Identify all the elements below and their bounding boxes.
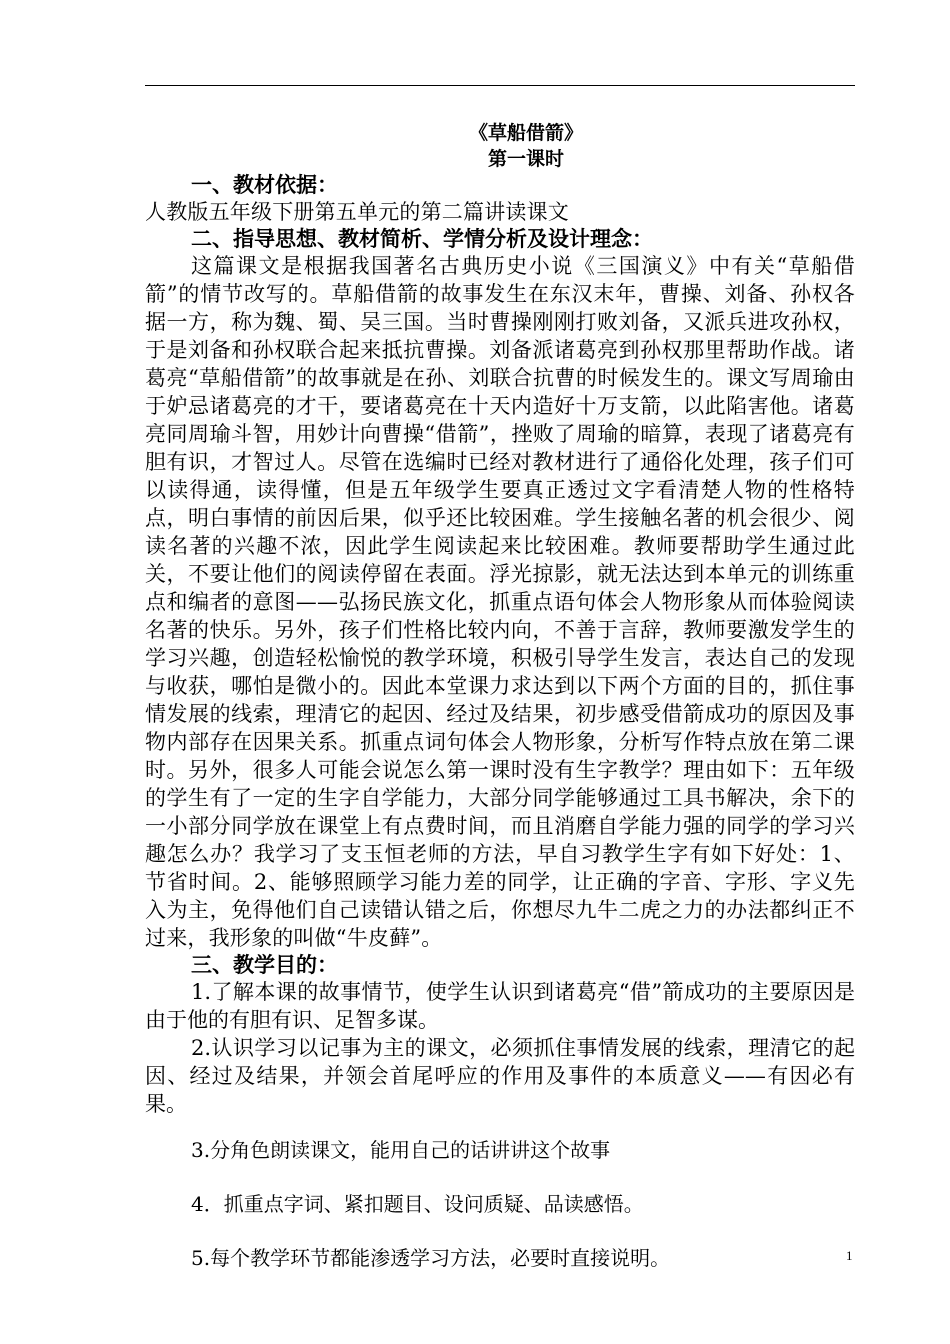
document-subtitle: 第一课时 [487,148,564,170]
goal-item-4: 4．抓重点字词、紧扣题目、设问质疑、品读感悟。 [191,1192,644,1216]
header-rule [145,85,855,86]
goal-item-3: 3.分角色朗读课文，能用自己的话讲讲这个故事 [191,1138,611,1162]
section-1-heading: 一、教材依据： [191,172,338,197]
page-number: 1 [846,1248,853,1263]
goal-item-2: 2.认识学习以记事为主的课文，必须抓住事情发展的线索，理清它的起因、经过及结果，并领会首尾呼应的作用及事件的本质意义——有因必有果。 [145,1036,855,1116]
section-2-heading: 二、指导思想、教材简析、学情分析及设计理念： [191,226,653,251]
goal-item-1: 1.了解本课的故事情节，使学生认识到诸葛亮“借”箭成功的主要原因是由于他的有胆有识、足智多谋。 [145,980,855,1032]
goal-item-5: 5.每个教学环节都能渗透学习方法，必要时直接说明。 [191,1246,671,1270]
document-body [145,120,855,1272]
section-2-text: 这篇课文是根据我国著名古典历史小说《三国演义》中有关“草船借箭”的情节改写的。草船借箭的故事发生在东汉末年，曹操、刘备、孙权各据一方，称为魏、蜀、吴三国。当时曹操刚刚打败刘备，又派兵进攻孙权，于是刘备和孙权联合起来抵抗曹操。刘备派诸葛亮到孙权那里帮助作战。诸葛亮“草船借箭”的故事就是在孙、刘联合抗曹的时候发生的。课文写周瑜由于妒忌诸葛亮的才干，要诸葛亮在十天内造好十万支箭，以此陷害他。诸葛亮同周瑜斗智，用妙计向曹操“借箭”，挫败了周瑜的暗算，表现了诸葛亮有胆有识，才智过人。尽管在选编时已经对教材进行了通俗化处理，孩子们可以读得通，读得懂，但是五年级学生要真正透过文字看清楚人物的性格特点，明白事情的前因后果，似乎还比较困难。学生接触名著的机会很少、阅读名著的兴趣不浓，因此学生阅读起来比较困难。教师要帮助学生通过此关，不要让他们的阅读停留在表面。浮光掠影，就无法达到本单元的训练重点和编者的意图——弘扬民族文化，抓重点语句体会人物形象从而体验阅读名著的快乐。另外，孩子们性格比较内向，不善于言辞，教师要激发学生的学习兴趣，创造轻松愉悦的教学环境，积极引导学生发言，表达自己的发现与收获，哪怕是微小的。因此本堂课力求达到以下两个方面的目的，抓住事情发展的线索，理清它的起因、经过及结果，初步感受借箭成功的原因及事物内部存在因果关系。抓重点词句体会人物形象，分析写作特点放在第二课时。另外，很多人可能会说怎么第一课时没有生字教学？理由如下：五年级的学生有了一定的生字自学能力，大部分同学能够通过工具书解决，余下的一小部分同学放在课堂上有点费时间，而且消磨自学能力强的同学的学习兴趣怎么办？我学习了支玉恒老师的方法，早自习教学生字有如下好处：1、节省时间。2、能够照顾学习能力差的同学，让正确的字音、字形、字义先入为主，免得他们自己读错认错之后，你想尽九牛二虎之力的办法都纠正不过来，我形象的叫做“牛皮藓”。 [145,254,855,950]
section-1-text: 人教版五年级下册第五单元的第二篇讲读课文 [145,200,569,224]
document-title: 《草船借箭》 [468,122,583,144]
section-3-heading: 三、教学目的： [191,952,338,977]
